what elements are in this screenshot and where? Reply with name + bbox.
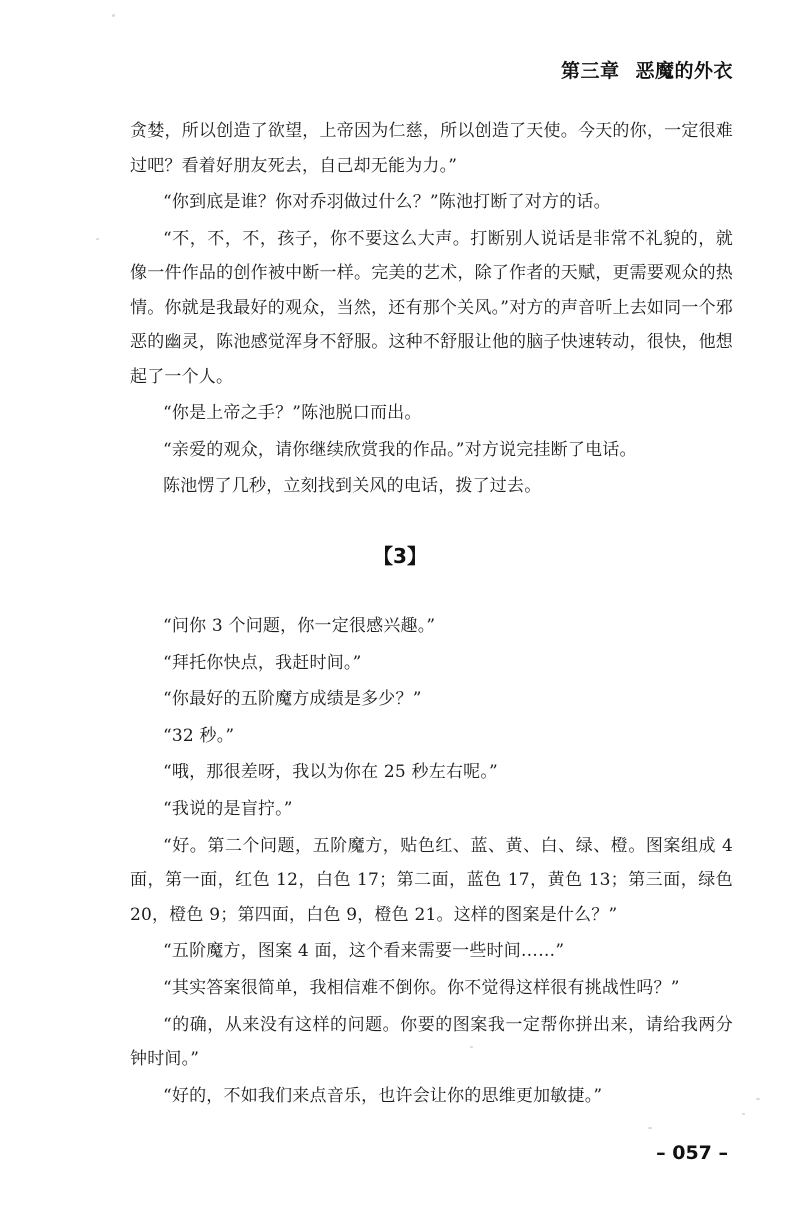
page-number: – 057 –	[656, 1142, 728, 1164]
scan-speck	[470, 1046, 473, 1048]
chapter-number: 第三章	[560, 60, 620, 82]
paragraph: “32 秒。”	[163, 725, 235, 746]
paragraph: “好的，不如我们来点音乐，也许会让你的思维更加敏捷。”	[163, 1085, 603, 1106]
body-text-top	[130, 114, 733, 506]
paragraph: 贪婪，所以创造了欲望，上帝因为仁慈，所以创造了天使。今天的你，一定很难过吧？看着好朋友死去，自己却无能为力。”	[130, 121, 733, 176]
scan-speck	[648, 1127, 652, 1129]
paragraph: 陈池愣了几秒，立刻找到关风的电话，拨了过去。	[163, 476, 542, 496]
paragraph: “其实答案很简单，我相信难不倒你。你不觉得这样很有挑战性吗？”	[163, 977, 680, 998]
scan-speck	[742, 1113, 745, 1115]
paragraph: “你最好的五阶魔方成绩是多少？”	[163, 689, 422, 710]
running-head	[561, 56, 733, 83]
paragraph: “不，不，不，孩子，你不要这么大声。打断别人说话是非常不礼貌的，就像一件作品的创作被中断一样。完美的艺术，除了作者的天赋，更需要观众的热情。你就是我最好的观众，当然，还有那个关风。”对方的声音听上去如同一个邪恶的幽灵，陈池感觉浑身不舒服。这种不舒服让他的脑子快速转动，很快，他想起了一个人。	[130, 228, 733, 387]
paragraph: “五阶魔方，图案 4 面，这个看来需要一些时间……”	[163, 941, 565, 962]
paragraph: “问你 3 个问题，你一定很感兴趣。”	[163, 616, 436, 636]
paragraph: “亲爱的观众，请你继续欣赏我的作品。”对方说完挂断了电话。	[163, 439, 637, 460]
scan-speck	[96, 238, 99, 240]
scan-speck	[756, 1098, 760, 1100]
section-marker: 【3】	[373, 544, 427, 568]
paragraph: “的确，从来没有这样的问题。你要的图案我一定帮你拼出来，请给我两分钟时间。”	[130, 1014, 733, 1070]
paragraph: “我说的是盲拧。”	[163, 798, 293, 819]
chapter-title: 恶魔的外衣	[635, 60, 733, 82]
scan-speck	[112, 14, 115, 17]
paragraph: “拜托你快点，我赶时间。”	[163, 652, 362, 673]
paragraph: “你到底是谁？你对乔羽做过什么？”陈池打断了对方的话。	[163, 192, 611, 212]
paragraph: “好。第二个问题，五阶魔方，贴色红、蓝、黄、白、绿、橙。图案组成 4 面，第一面，红色 12，白色 17；第二面，蓝色 17，黄色 13；第三面，绿色 20，橙色 9；第四面，白色 9，橙色 21。这样的图案是什么？”	[130, 835, 733, 925]
body-text-bottom	[130, 609, 733, 1115]
paragraph: “哦，那很差呀，我以为你在 25 秒左右呢。”	[163, 762, 498, 783]
paragraph: “你是上帝之手？”陈池脱口而出。	[163, 403, 422, 423]
